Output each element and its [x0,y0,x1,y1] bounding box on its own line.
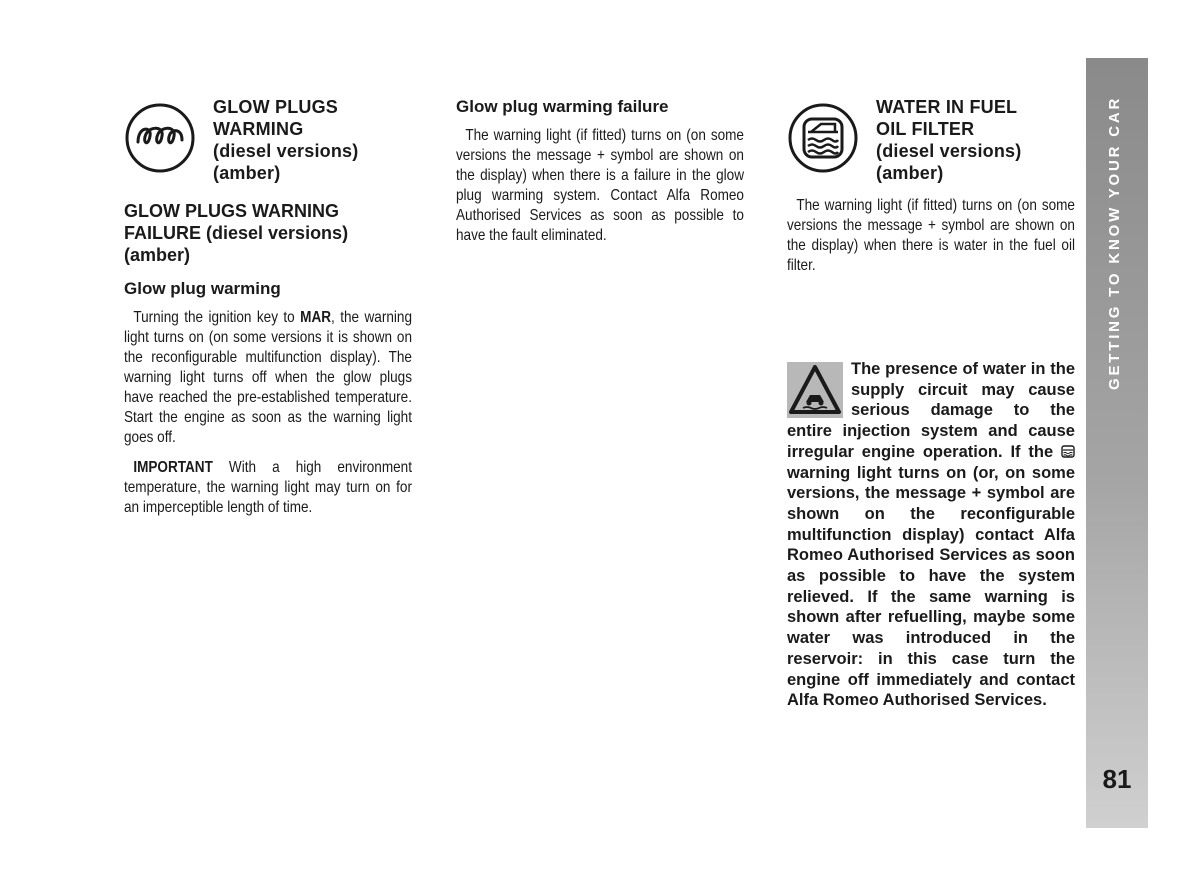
title-line: WARMING [213,119,304,139]
glow-plugs-title [213,96,413,184]
glow-plugs-header [124,96,412,186]
warning-text: The presence of water in the supply circuit may cause serious damage to the entire injection system and cause irregular engine operation. If the [787,360,1075,461]
glow-plug-warming-paragraph [124,308,412,448]
glow-plug-warming-subheading: Glow plug warming [124,279,281,298]
title-line: GLOW PLUGS [213,97,338,117]
heading-line: (amber) [124,245,191,265]
title-line: OIL FILTER [876,119,975,139]
heading-line: GLOW PLUGS WARNING [124,201,339,221]
title-line: WATER IN FUEL [876,97,1018,117]
right-column [787,96,1075,286]
water-in-fuel-paragraph: The warning light (if fitted) turns on (on some versions the message + symbol are shown on the display) when there is water in the fuel oil filter. [787,197,1075,274]
glow-plug-failure-subheading: Glow plug warming failure [456,97,669,116]
fuel-filter-water-icon [1061,445,1075,458]
middle-column [456,96,744,256]
water-warning-note [787,359,1075,711]
title-line: (diesel versions) [876,141,1022,161]
glow-plugs-failure-heading [124,200,412,266]
important-label: IMPORTANT [133,459,213,476]
page-number: 81 [1102,764,1132,794]
water-in-fuel-title [876,96,1076,184]
para-text: Turning the ignition key to [133,309,301,326]
glow-plug-failure-paragraph: The warning light (if fitted) turns on (on some versions the message + symbol are shown on the display) when there is a failure in the glow plug warming system. Contact Alfa Romeo Authorised Services as soon as possible to have the fault eliminated. [456,127,744,244]
important-paragraph [124,458,412,518]
title-line: (amber) [876,163,944,183]
warning-text: warning light turns on (or, on some versions, the message + symbol are shown on the reconfigurable multifunction display) contact Alfa Romeo Authorised Services as soon as possible to have the system relieved. If the same warning is shown after refuelling, maybe some water was introduced in the reservoir: in this case turn the engine off immediately and contact Alfa Romeo Authorised Services. [787,463,1075,710]
title-line: (amber) [213,163,281,183]
title-line: (diesel versions) [213,141,359,161]
heading-line: FAILURE (diesel versions) [124,223,349,243]
left-column [124,96,412,528]
water-in-fuel-header [787,96,1075,186]
fuel-filter-water-icon [787,102,859,174]
para-text: , the warning light turns on (on some versions it is shown on the reconfigurable multifunction display). The warning light turns off when the glow plugs have reached the pre-established temperature. Start the engine as soon as the warning light goes off. [124,309,412,446]
glow-plug-coil-icon [124,102,196,174]
chapter-title: GETTING TO KNOW YOUR CAR [1106,95,1123,390]
para-text: With a high environment temperature, the warning light may turn on for an imperceptible length of time. [124,459,412,516]
mar-keyword: MAR [300,309,332,326]
slippery-road-warning-triangle-icon [787,362,843,418]
